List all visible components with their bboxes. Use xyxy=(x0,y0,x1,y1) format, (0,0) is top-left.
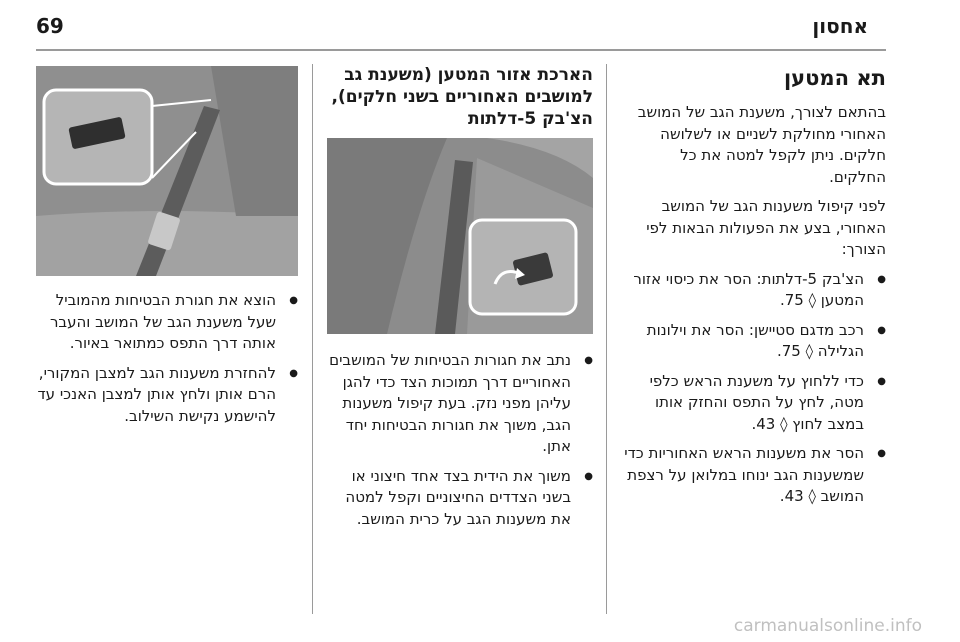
section-title-cargo: תא המטען xyxy=(783,66,886,90)
illustration-seat-lever-drawing xyxy=(327,138,593,334)
column-divider-left xyxy=(312,64,313,614)
page-number: 69 xyxy=(36,14,64,38)
bullet-list-middle xyxy=(327,350,593,530)
illustration-belt-guide-drawing xyxy=(36,66,298,276)
list-item: ● כדי ללחוץ על משענת הראש כלפי מטה, לחץ על התפס והחזק אותו במצב לחוץ ◊ 43. xyxy=(620,371,886,436)
page-title: אחסון xyxy=(812,14,868,38)
bullet-list-left xyxy=(36,290,298,427)
list-item: ● הצ'בק 5-דלתות: הסר את כיסוי אזור המטען ◊ 75. xyxy=(620,269,886,312)
lead-paragraph: לפני קיפול משענות הגב של המושב האחורי, בצע את הפעולות הבאות לפי הצורך: xyxy=(646,197,886,258)
header-divider xyxy=(36,49,886,51)
bullet-list-right xyxy=(620,269,886,508)
illustration-belt-guide xyxy=(36,66,298,276)
column-middle-list xyxy=(327,350,593,538)
column-divider-right xyxy=(606,64,607,614)
watermark-text: carmanualsonline.info xyxy=(733,616,922,636)
list-item: ● הוצא את חגורת הבטיחות מהמוביל שעל משענת הגב של המושב והעבר אותה דרך התפס כמתואר באיור. xyxy=(36,290,298,355)
column-right xyxy=(620,64,886,516)
list-item: ● הסר את משענות הראש האחוריות כדי שמשענות הגב ינוחו במלואן על רצפת המושב ◊ 43. xyxy=(620,443,886,508)
column-left xyxy=(36,290,298,435)
list-item: ● רכב מדגם סטיישן: הסר את וילונות הגלילה ◊ 75. xyxy=(620,320,886,363)
list-item: ● נתב את חגורות הבטיחות של המושבים האחוריים דרך תמוכות הצד כדי להגן עליהן מפני נזק. בעת קיפול משענות הגב, משוך את חגורות הבטיחות יחד אתן. xyxy=(327,350,593,458)
illustration-seat-lever xyxy=(327,138,593,334)
intro-paragraph: בהתאם לצורך, משענת הגב של המושב האחורי מחולקת לשניים או לשלושה חלקים. ניתן לקפל למטה את כל החלקים. xyxy=(637,103,886,186)
column-middle xyxy=(327,64,593,140)
list-item: ● משוך את הידית בצד אחד חיצוני או בשני הצדדים החיצוניים וקפל למטה את משענות הגב על כרית המושב. xyxy=(327,466,593,531)
section-title-extend-cargo: הארכת אזור המטען (משענת גב למושבים האחוריים בשני חלקים), הצ'בק 5-דלתות xyxy=(331,65,593,129)
list-item: ● להחזרת משענות הגב למצבן המקורי, הרם אותן ולחץ אותן למצבן האנכי עד להישמע נקישת השילוב. xyxy=(36,363,298,428)
